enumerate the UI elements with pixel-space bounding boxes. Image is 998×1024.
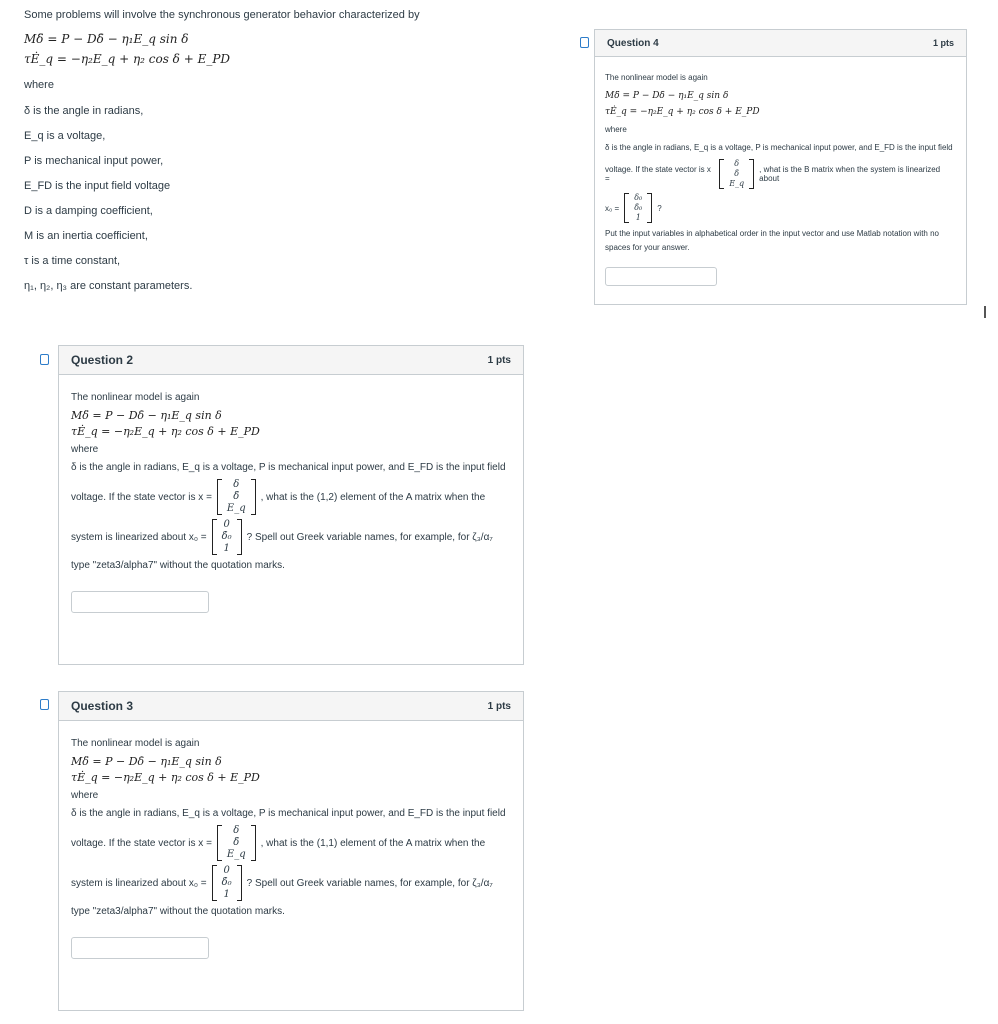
state-vector-question: , what is the B matrix when the system is linearized about bbox=[759, 165, 941, 183]
question-eq-1: Mδ̈ = P − Dδ̇ − η₁E_q sin δ bbox=[71, 409, 222, 422]
question-eq-2: τĖ_q = −η₂E_q + η₂ cos δ + E_PD bbox=[605, 107, 760, 117]
matrix-cell: 1 bbox=[635, 213, 641, 222]
matrix-cell: δ̇ bbox=[233, 837, 240, 848]
matrix-cell: 1 bbox=[223, 543, 230, 554]
matrix-cell: δ bbox=[734, 159, 740, 168]
state-vector-matrix bbox=[217, 825, 256, 861]
matrix-cell: δ̇₀ bbox=[634, 203, 643, 212]
intro-def: M is an inertia coefficient, bbox=[24, 230, 148, 242]
answer-input[interactable] bbox=[71, 591, 209, 613]
linearize-label: x₀ = bbox=[605, 203, 620, 213]
scrollbar-handle[interactable] bbox=[984, 306, 986, 318]
question-points: 1 pts bbox=[487, 700, 511, 712]
question-points: 1 pts bbox=[932, 38, 954, 48]
state-vector-label: voltage. If the state vector is x = bbox=[71, 491, 212, 503]
question-where: where bbox=[71, 444, 99, 455]
question-eq-1: Mδ̈ = P − Dδ̇ − η₁E_q sin δ bbox=[71, 755, 222, 768]
matrix-cell: E_q bbox=[226, 503, 246, 514]
state-vector-question: , what is the (1,2) element of the A matrix when the bbox=[260, 491, 486, 503]
linearize-label: system is linearized about x₀ = bbox=[71, 531, 207, 543]
question-where: where bbox=[605, 125, 627, 134]
question-title: Question 4 bbox=[607, 37, 659, 49]
operating-point-matrix bbox=[624, 193, 652, 223]
question-desc: δ is the angle in radians, E_q is a voltage, P is mechanical input power, and E_FD is the input field bbox=[71, 808, 506, 819]
linearize-instruction: ? Spell out Greek variable names, for example, for ζ₃/α₇ bbox=[246, 531, 493, 543]
intro-def: D is a damping coefficient, bbox=[24, 205, 153, 217]
question-title: Question 2 bbox=[71, 353, 134, 367]
question-lead: The nonlinear model is again bbox=[605, 73, 708, 82]
intro-section bbox=[24, 8, 484, 293]
state-vector-label: voltage. If the state vector is x = bbox=[71, 837, 212, 849]
question-4-card bbox=[594, 29, 967, 305]
linearize-instruction: ? bbox=[657, 203, 662, 213]
answer-input[interactable] bbox=[605, 267, 717, 286]
flag-question-2-icon[interactable] bbox=[40, 354, 49, 365]
matrix-cell: δ̇ bbox=[734, 169, 740, 178]
intro-def: τ is a time constant, bbox=[24, 255, 121, 267]
linearize-instruction: ? Spell out Greek variable names, for example, for ζ₃/α₇ bbox=[246, 877, 493, 889]
question-2-header bbox=[59, 346, 523, 375]
intro-def: E_FD is the input field voltage bbox=[24, 180, 171, 192]
matrix-cell: E_q bbox=[226, 849, 246, 860]
operating-point-matrix bbox=[212, 865, 242, 901]
intro-def: E_q is a voltage, bbox=[24, 130, 106, 142]
matrix-cell: E_q bbox=[729, 179, 745, 188]
state-vector-matrix bbox=[217, 479, 256, 515]
matrix-cell: 0 bbox=[223, 865, 230, 876]
matrix-cell: δ bbox=[233, 479, 240, 490]
question-3-card bbox=[58, 691, 524, 1011]
question-eq-1: Mδ̈ = P − Dδ̇ − η₁E_q sin δ bbox=[605, 91, 729, 101]
intro-eq-2: τĖ_q = −η₂E_q + η₂ cos δ + E_PD bbox=[24, 52, 231, 66]
intro-lead: Some problems will involve the synchronous generator behavior characterized by bbox=[24, 9, 420, 21]
question-tail: type "zeta3/alpha7" without the quotation marks. bbox=[71, 906, 285, 917]
question-3-header bbox=[59, 692, 523, 721]
answer-input[interactable] bbox=[71, 937, 209, 959]
state-vector-label: voltage. If the state vector is x = bbox=[605, 165, 711, 183]
question-eq-2: τĖ_q = −η₂E_q + η₂ cos δ + E_PD bbox=[71, 425, 260, 438]
intro-eq-1: Mδ̈ = P − Dδ̇ − η₁E_q sin δ bbox=[24, 32, 189, 46]
question-eq-2: τĖ_q = −η₂E_q + η₂ cos δ + E_PD bbox=[71, 771, 260, 784]
state-vector-matrix bbox=[719, 159, 754, 189]
matrix-cell: δ bbox=[233, 825, 240, 836]
operating-point-matrix bbox=[212, 519, 242, 555]
intro-def: η₁, η₂, η₃ are constant parameters. bbox=[24, 280, 193, 292]
question-2-card bbox=[58, 345, 524, 665]
question-lead: The nonlinear model is again bbox=[71, 738, 200, 749]
matrix-cell: δ̇₀ bbox=[221, 877, 232, 888]
question-desc: δ is the angle in radians, E_q is a voltage, P is mechanical input power, and E_FD is the input field bbox=[71, 462, 506, 473]
question-tail: Put the input variables in alphabetical order in the input vector and use Matlab notation with no spaces for your answer. bbox=[605, 229, 939, 252]
flag-question-3-icon[interactable] bbox=[40, 699, 49, 710]
question-where: where bbox=[71, 790, 99, 801]
question-desc: δ is the angle in radians, E_q is a voltage, P is mechanical input power, and E_FD is the input field bbox=[605, 143, 953, 152]
intro-where: where bbox=[24, 79, 54, 91]
question-tail: type "zeta3/alpha7" without the quotation marks. bbox=[71, 560, 285, 571]
matrix-cell: 0 bbox=[223, 519, 230, 530]
question-lead: The nonlinear model is again bbox=[71, 392, 200, 403]
intro-def: δ is the angle in radians, bbox=[24, 105, 144, 117]
question-4-header bbox=[595, 30, 966, 57]
matrix-cell: δ₀ bbox=[634, 193, 643, 202]
matrix-cell: δ̇ bbox=[233, 491, 240, 502]
intro-def: P is mechanical input power, bbox=[24, 155, 164, 167]
flag-question-4-icon[interactable] bbox=[580, 37, 589, 48]
linearize-label: system is linearized about x₀ = bbox=[71, 877, 207, 889]
state-vector-question: , what is the (1,1) element of the A matrix when the bbox=[260, 837, 486, 849]
question-points: 1 pts bbox=[487, 354, 511, 366]
question-title: Question 3 bbox=[71, 699, 134, 713]
matrix-cell: 1 bbox=[223, 889, 230, 900]
matrix-cell: δ̇₀ bbox=[221, 531, 232, 542]
